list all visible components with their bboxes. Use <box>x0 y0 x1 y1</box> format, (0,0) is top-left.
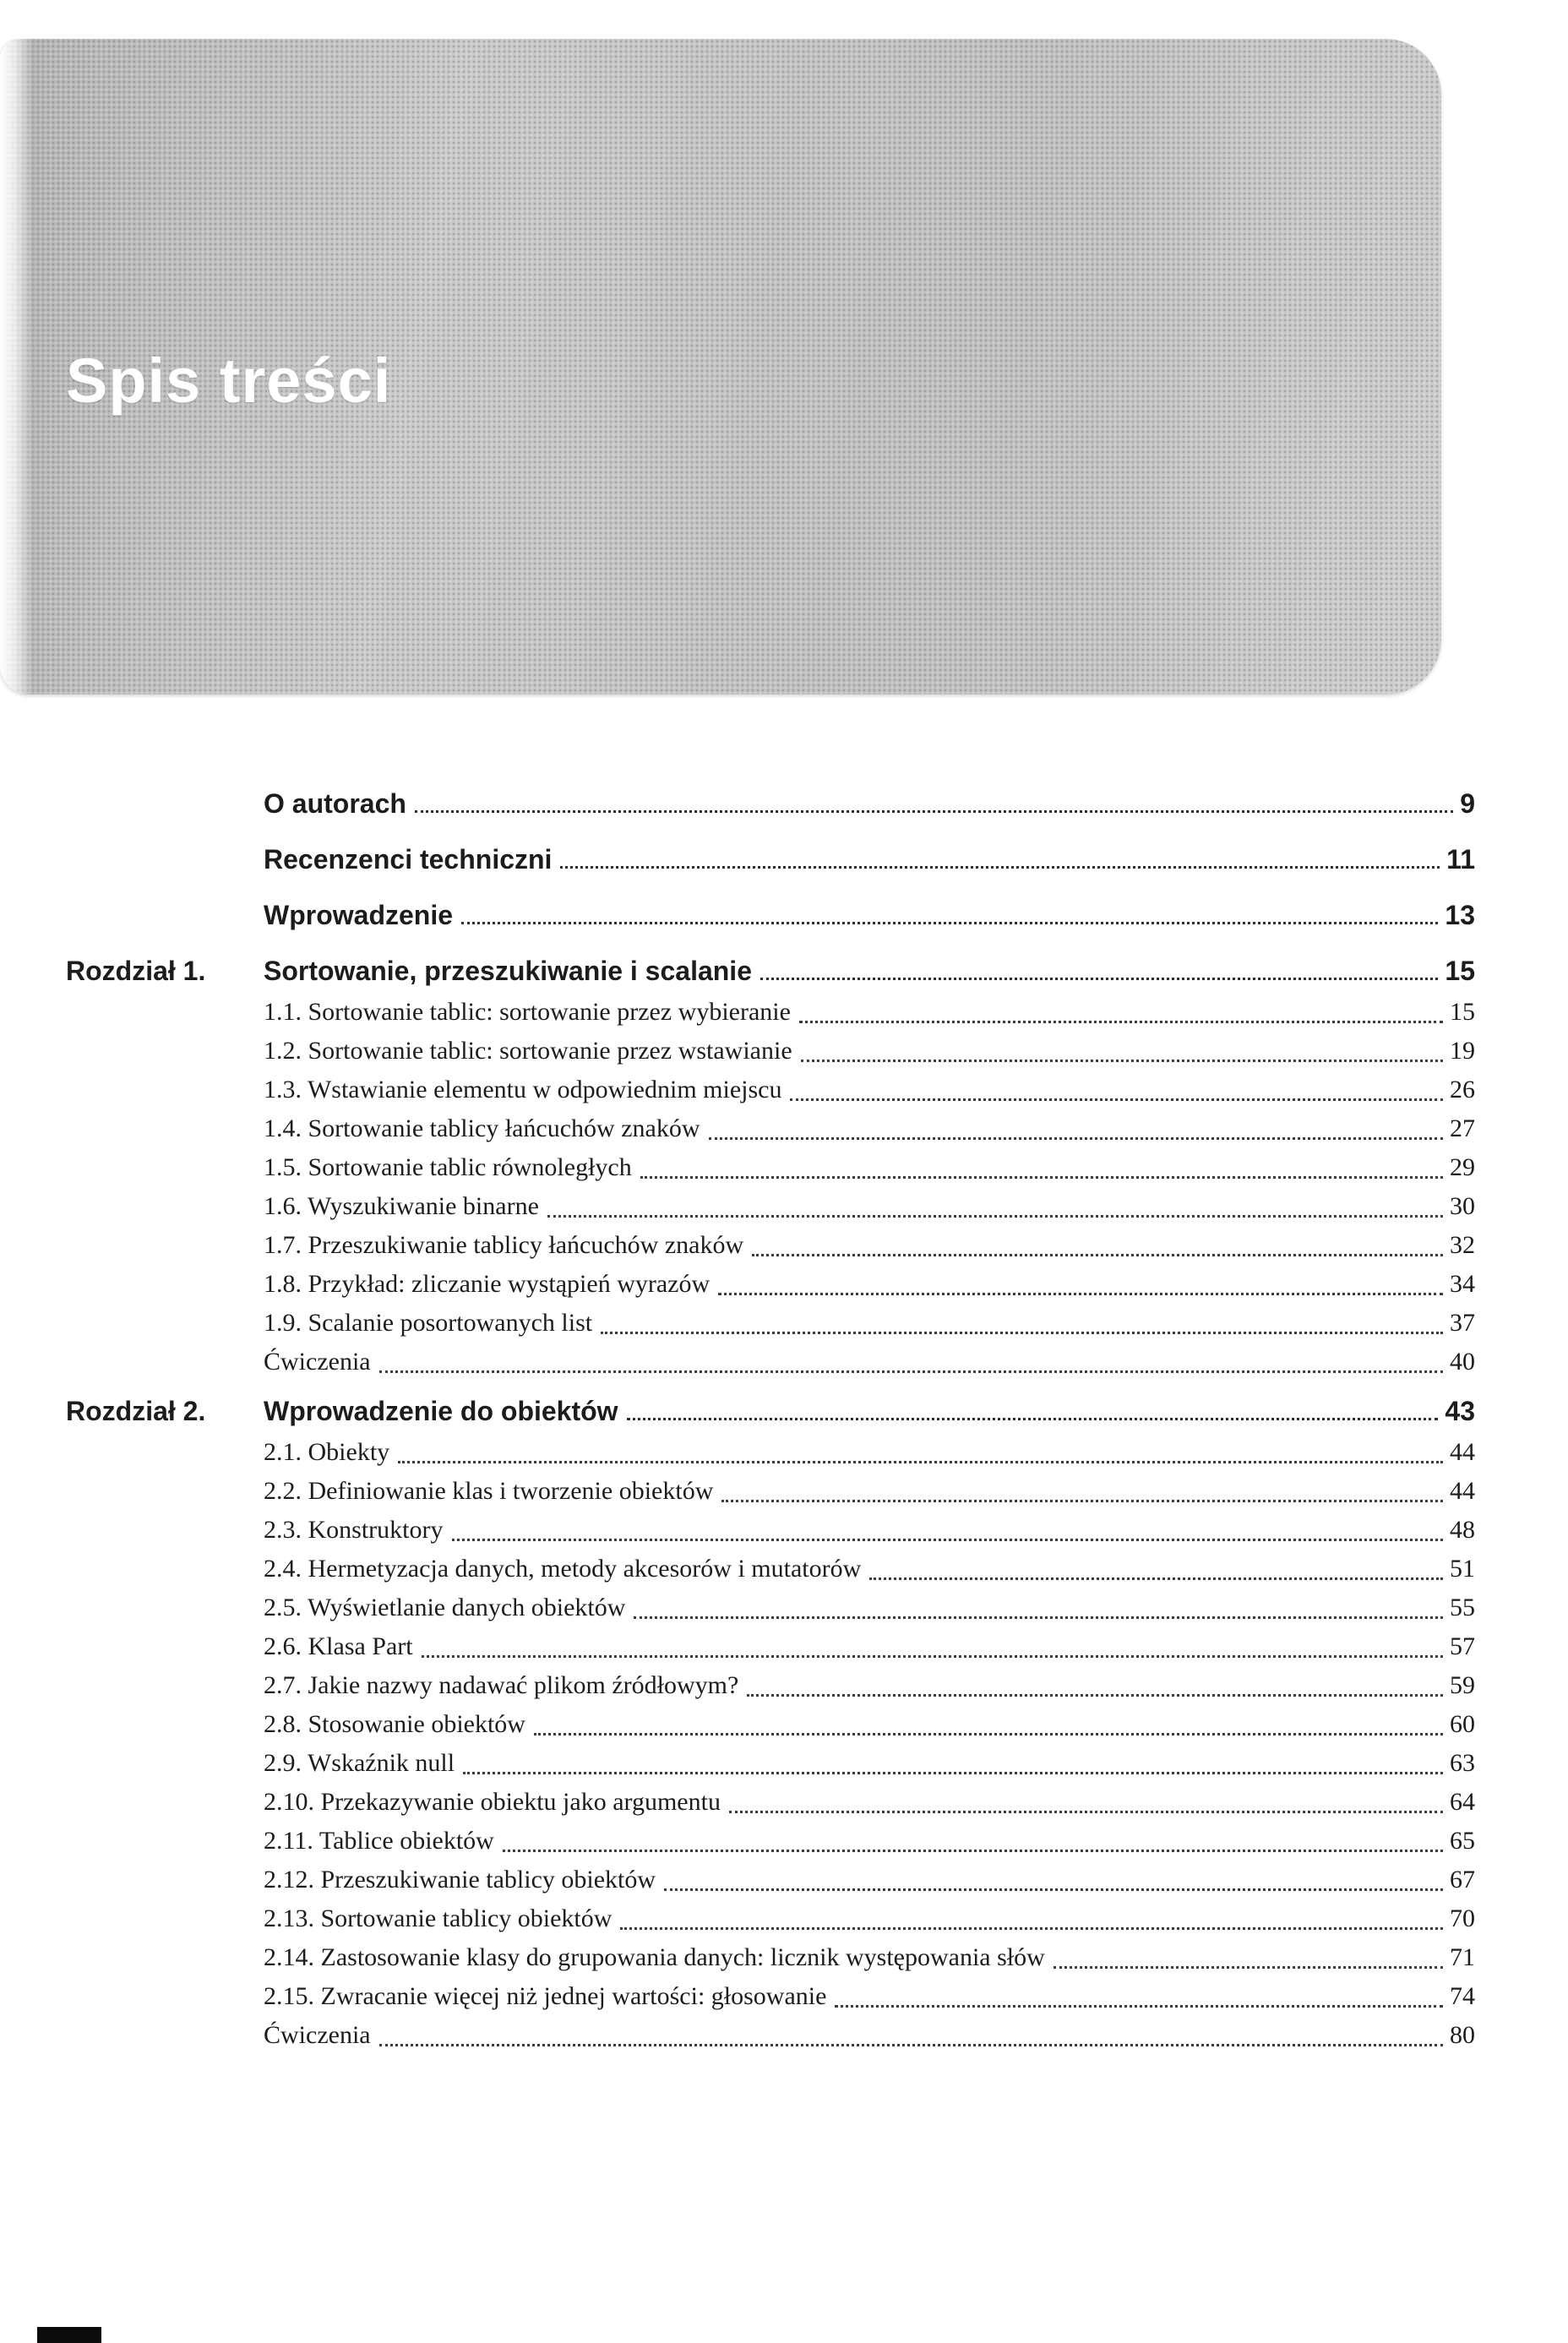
toc-entry-page-number: 11 <box>1446 844 1475 875</box>
toc-entry-label: 2.12. Przeszukiwanie tablicy obiektów <box>264 1866 656 1893</box>
toc-entry-row <box>0 2016 1475 2055</box>
toc-entry-row <box>0 1705 1475 1744</box>
toc-entry-page-number: 26 <box>1450 1076 1475 1103</box>
toc-entry-label: Ćwiczenia <box>264 2021 371 2049</box>
toc-entry-page-number: 37 <box>1450 1309 1475 1337</box>
toc-entry-page-number: 48 <box>1450 1516 1475 1544</box>
chapter-title: Wprowadzenie do obiektów <box>264 1396 618 1426</box>
toc-entry-page-number: 64 <box>1450 1788 1475 1816</box>
toc-entry-row <box>0 1550 1475 1588</box>
toc-entry-page-number: 71 <box>1450 1943 1475 1971</box>
dot-leader <box>601 1332 1443 1334</box>
toc-entry-label: 2.10. Przekazywanie obiektu jako argumentu <box>264 1788 721 1816</box>
toc-entry-row <box>0 1032 1475 1071</box>
header-banner <box>0 39 1441 695</box>
dot-leader <box>752 1254 1443 1256</box>
chapter-number-label: Rozdział 1. <box>66 956 206 986</box>
dot-leader <box>721 1500 1443 1502</box>
toc-entry-row <box>0 1304 1475 1343</box>
toc-entry-row <box>0 1588 1475 1627</box>
toc-entry-label: 1.5. Sortowanie tablic równoległych <box>264 1153 632 1181</box>
toc-entry-label: 1.6. Wyszukiwanie binarne <box>264 1192 539 1220</box>
toc-entry-row <box>0 1666 1475 1705</box>
toc-entry-page-number: 51 <box>1450 1555 1475 1583</box>
toc-entry-label: 2.3. Konstruktory <box>264 1516 444 1544</box>
dot-leader <box>398 1461 1443 1463</box>
dot-leader <box>1054 1966 1443 1969</box>
toc-entry-label: O autorach <box>264 788 406 819</box>
toc-entry-page-number: 65 <box>1450 1827 1475 1855</box>
scan-artifact-mark <box>37 2327 101 2343</box>
toc-entry-label: 2.14. Zastosowanie klasy do grupowania danych: licznik występowania słów <box>264 1943 1045 1971</box>
dot-leader <box>627 1418 1439 1420</box>
toc-entry-label: 2.15. Zwracanie więcej niż jednej wartości: głosowanie <box>264 1982 827 2010</box>
dot-leader <box>534 1733 1443 1735</box>
toc-entry-page-number: 59 <box>1450 1671 1475 1699</box>
toc-entry-page-number: 67 <box>1450 1866 1475 1893</box>
toc-entry-row <box>0 1187 1475 1226</box>
toc-entry-row <box>0 1899 1475 1938</box>
toc-entry-page-number: 57 <box>1450 1632 1475 1660</box>
toc-entry-page-number: 27 <box>1450 1114 1475 1142</box>
dot-leader <box>422 1655 1443 1658</box>
chapter-heading-row <box>0 1393 1475 1429</box>
toc-entry-page-number: 44 <box>1450 1438 1475 1466</box>
dot-leader <box>620 1927 1443 1930</box>
dot-leader <box>547 1215 1443 1218</box>
dot-leader <box>634 1616 1443 1619</box>
dot-leader <box>560 866 1440 869</box>
dot-leader <box>790 1098 1443 1101</box>
chapters-list <box>0 953 1475 2055</box>
dot-leader <box>869 1577 1443 1580</box>
chapter-number-label: Rozdział 2. <box>66 1396 206 1426</box>
chapter-page-number: 15 <box>1445 956 1475 986</box>
chapter-entries <box>0 1433 1475 2055</box>
dot-leader <box>379 1370 1443 1373</box>
toc-entry-row <box>0 1148 1475 1187</box>
toc-entry-row <box>0 1861 1475 1899</box>
toc-entry-row <box>0 1783 1475 1822</box>
dot-leader <box>664 1888 1443 1891</box>
toc-entry-row <box>0 1071 1475 1109</box>
toc-entry-row <box>0 1511 1475 1550</box>
toc-entry-page-number: 9 <box>1460 788 1475 819</box>
dot-leader <box>799 1021 1443 1023</box>
dot-leader <box>729 1811 1443 1813</box>
toc-entry-page-number: 34 <box>1450 1270 1475 1298</box>
table-of-contents <box>0 786 1475 2055</box>
dot-leader <box>801 1060 1443 1062</box>
chapter-title: Sortowanie, przeszukiwanie i scalanie <box>264 956 752 986</box>
dot-leader <box>503 1850 1443 1852</box>
toc-entry-row <box>0 1938 1475 1977</box>
toc-entry-page-number: 63 <box>1450 1749 1475 1777</box>
toc-entry-page-number: 70 <box>1450 1904 1475 1932</box>
toc-entry-row <box>0 897 1475 933</box>
toc-entry-label: 1.2. Sortowanie tablic: sortowanie przez wstawianie <box>264 1037 792 1065</box>
toc-entry-row <box>0 1977 1475 2016</box>
dot-leader <box>379 2044 1443 2046</box>
chapter-heading-row <box>0 953 1475 989</box>
toc-entry-label: 2.9. Wskaźnik null <box>264 1749 455 1777</box>
dot-leader <box>415 810 1453 813</box>
chapter-entries <box>0 993 1475 1381</box>
toc-entry-page-number: 13 <box>1445 900 1475 930</box>
dot-leader <box>463 1772 1443 1774</box>
toc-entry-label: 2.5. Wyświetlanie danych obiektów <box>264 1594 626 1621</box>
dot-leader <box>835 2005 1443 2008</box>
dot-leader <box>452 1539 1444 1541</box>
dot-leader <box>640 1176 1443 1179</box>
toc-entry-row <box>0 1822 1475 1861</box>
toc-entry-row <box>0 993 1475 1032</box>
toc-entry-label: 1.7. Przeszukiwanie tablicy łańcuchów znaków <box>264 1231 744 1259</box>
toc-entry-page-number: 32 <box>1450 1231 1475 1259</box>
dot-leader <box>747 1694 1443 1697</box>
page-title: Spis treści <box>66 346 392 416</box>
toc-entry-row <box>0 1472 1475 1511</box>
page-spine-shadow <box>0 39 51 695</box>
toc-chapter <box>0 1393 1475 2055</box>
toc-entry-label: 2.7. Jakie nazwy nadawać plikom źródłowym? <box>264 1671 739 1699</box>
toc-entry-label: 2.8. Stosowanie obiektów <box>264 1710 525 1738</box>
toc-entry-page-number: 55 <box>1450 1594 1475 1621</box>
toc-entry-row <box>0 786 1475 821</box>
toc-entry-page-number: 29 <box>1450 1153 1475 1181</box>
toc-entry-label: 1.1. Sortowanie tablic: sortowanie przez wybieranie <box>264 998 791 1026</box>
toc-entry-label: 2.4. Hermetyzacja danych, metody akcesorów i mutatorów <box>264 1555 862 1583</box>
toc-entry-label: 1.8. Przykład: zliczanie wystąpień wyrazów <box>264 1270 710 1298</box>
toc-entry-row <box>0 1109 1475 1148</box>
toc-entry-label: 1.9. Scalanie posortowanych list <box>264 1309 593 1337</box>
toc-entry-row <box>0 1226 1475 1265</box>
toc-entry-label: Ćwiczenia <box>264 1348 371 1376</box>
toc-entry-row <box>0 1343 1475 1381</box>
toc-entry-label: 2.6. Klasa Part <box>264 1632 413 1660</box>
toc-entry-page-number: 19 <box>1450 1037 1475 1065</box>
toc-entry-row <box>0 1433 1475 1472</box>
toc-entry-page-number: 80 <box>1450 2021 1475 2049</box>
toc-entry-label: 2.11. Tablice obiektów <box>264 1827 494 1855</box>
toc-entry-page-number: 40 <box>1450 1348 1475 1376</box>
dot-leader <box>718 1293 1443 1295</box>
toc-entry-page-number: 30 <box>1450 1192 1475 1220</box>
toc-entry-label: Wprowadzenie <box>264 900 454 930</box>
toc-entry-row <box>0 1627 1475 1666</box>
toc-entry-label: 2.2. Definiowanie klas i tworzenie obiektów <box>264 1477 714 1505</box>
toc-entry-row <box>0 1265 1475 1304</box>
toc-entry-label: 2.1. Obiekty <box>264 1438 390 1466</box>
toc-entry-page-number: 44 <box>1450 1477 1475 1505</box>
toc-entry-label: 1.3. Wstawianie elementu w odpowiednim miejscu <box>264 1076 782 1103</box>
toc-entry-label: Recenzenci techniczni <box>264 844 553 875</box>
toc-entry-row <box>0 842 1475 877</box>
toc-entry-row <box>0 1744 1475 1783</box>
chapter-page-number: 43 <box>1445 1396 1475 1426</box>
dot-leader <box>709 1137 1443 1140</box>
toc-entry-label: 2.13. Sortowanie tablicy obiektów <box>264 1904 612 1932</box>
toc-chapter <box>0 953 1475 1381</box>
dot-leader <box>461 922 1438 924</box>
toc-entry-page-number: 15 <box>1450 998 1475 1026</box>
dot-leader <box>760 978 1438 980</box>
toc-entry-label: 1.4. Sortowanie tablicy łańcuchów znaków <box>264 1114 700 1142</box>
front-matter-list <box>0 786 1475 933</box>
toc-entry-page-number: 60 <box>1450 1710 1475 1738</box>
toc-entry-page-number: 74 <box>1450 1982 1475 2010</box>
